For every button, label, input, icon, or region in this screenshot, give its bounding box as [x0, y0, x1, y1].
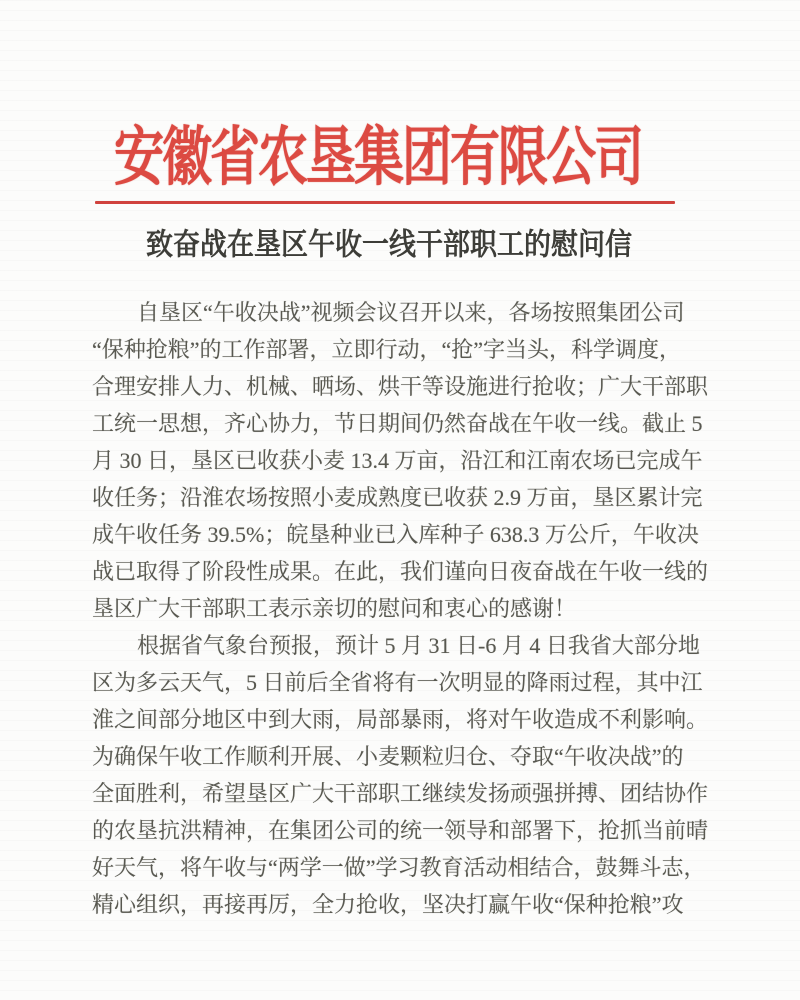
letter-title-text: 致奋战在垦区午收一线干部职工的慰问信: [146, 227, 632, 261]
body-line: 为确保午收工作顺利开展、小麦颗粒归仓、夺取“午收决战”的: [92, 744, 684, 769]
body-line: 工统一思想，齐心协力，节日期间仍然奋战在午收一线。截止 5: [92, 411, 703, 436]
letterhead-org-name: 安徽省农垦集团有限公司: [114, 121, 642, 193]
letterhead: [0, 112, 800, 192]
body-line: 好天气，将午收与“两学一做”学习教育活动相结合，鼓舞斗志，: [92, 855, 706, 880]
body-line: 淮之间部分地区中到大雨，局部暴雨，将对午收造成不利影响。: [92, 707, 709, 732]
body-line: “保种抢粮”的工作部署，立即行动，“抢”字当头，科学调度，: [92, 337, 682, 362]
letter-title: [0, 220, 800, 262]
body-line: 战已取得了阶段性成果。在此，我们谨向日夜奋战在午收一线的: [92, 559, 709, 584]
body-line: 全面胜利，希望垦区广大干部职工继续发扬顽强拼搏、团结协作: [92, 781, 709, 806]
letter-body: [92, 294, 712, 923]
body-line: 的农垦抗洪精神，在集团公司的统一领导和部署下，抢抓当前晴: [92, 818, 709, 843]
body-line: 成午收任务 39.5%；皖垦种业已入库种子 638.3 万公斤，午收决: [92, 522, 699, 547]
letterhead-divider-line: [95, 201, 675, 204]
body-line: 精心组织，再接再厉，全力抢收，坚决打赢午收“保种抢粮”攻: [92, 892, 684, 917]
body-line: 区为多云天气，5 日前后全省将有一次明显的降雨过程，其中江: [92, 670, 703, 695]
body-line: 收任务；沿淮农场按照小麦成熟度已收获 2.9 万亩，垦区累计完: [92, 485, 703, 510]
body-line: 自垦区“午收决战”视频会议召开以来，各场按照集团公司: [137, 300, 685, 325]
body-line: 根据省气象台预报，预计 5 月 31 日-6 月 4 日我省大部分地: [137, 633, 700, 658]
body-line: 月 30 日，垦区已收获小麦 13.4 万亩，沿江和江南农场已完成午: [92, 448, 703, 473]
body-line: 垦区广大干部职工表示亲切的慰问和衷心的感谢！: [92, 596, 577, 621]
body-line: 合理安排人力、机械、晒场、烘干等设施进行抢收；广大干部职: [92, 374, 709, 399]
